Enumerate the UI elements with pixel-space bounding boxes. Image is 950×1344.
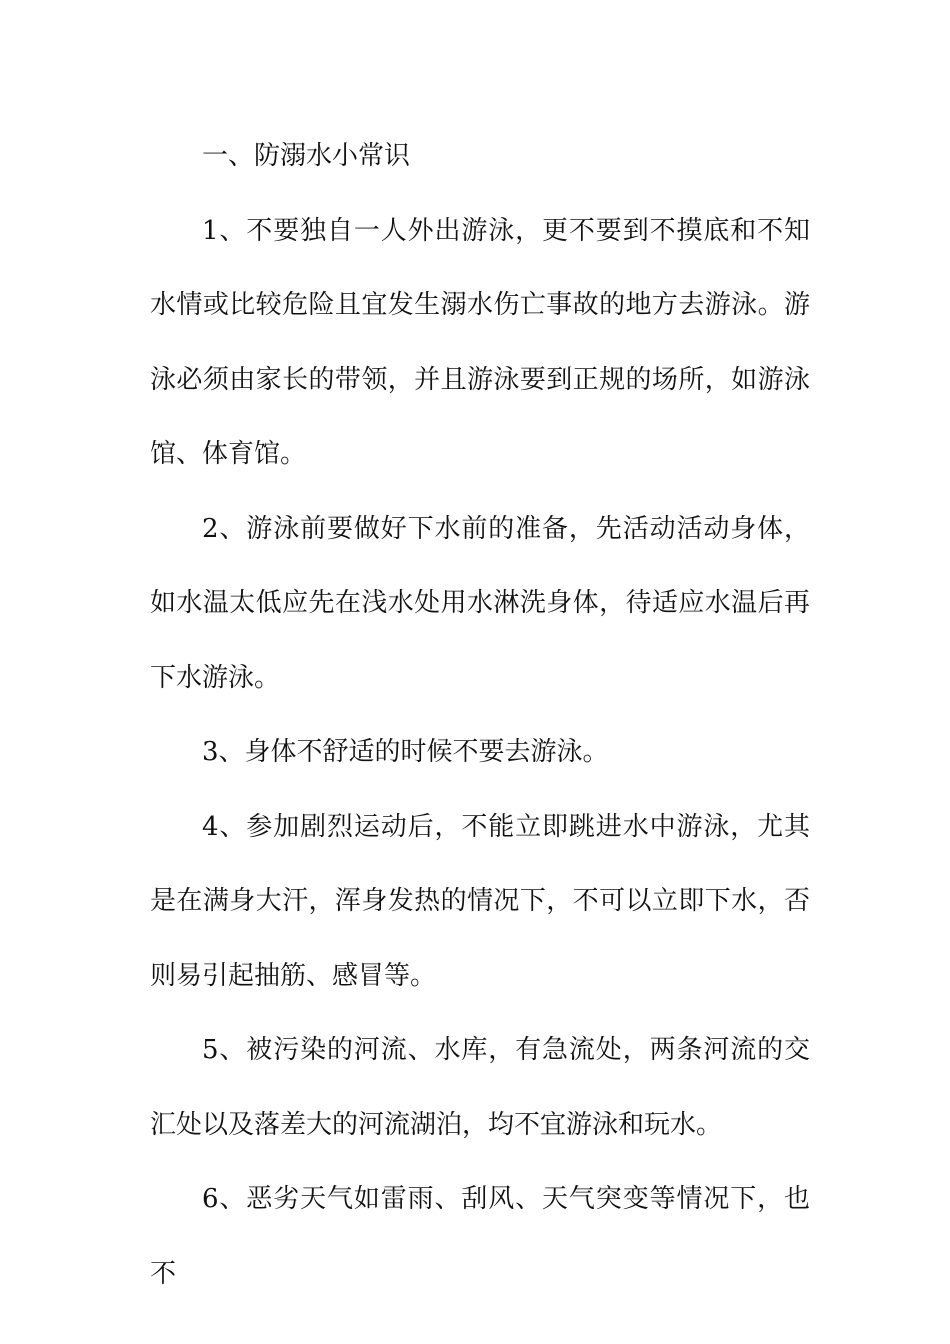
section-heading: 一、防溺水小常识 bbox=[202, 141, 411, 171]
paragraph-3: 3、身体不舒适的时候不要去游泳。 bbox=[202, 737, 609, 767]
paragraph-5: 5、被污染的河流、水库，有急流处，两条河流的交汇处以及落差大的河流湖泊，均不宜游泳和玩水。 bbox=[150, 1035, 810, 1140]
paragraph-1: 1、不要独自一人外出游泳，更不要到不摸底和不知水情或比较危险且宜发生溺水伤亡事故的地方去游泳。游泳必须由家长的带领，并且游泳要到正规的场所，如游泳馆、体育馆。 bbox=[150, 215, 810, 469]
paragraph-2: 2、游泳前要做好下水前的准备，先活动活动身体，如水温太低应先在浅水处用水淋洗身体，待适应水温后再下水游泳。 bbox=[150, 513, 810, 693]
paragraph-4: 4、参加剧烈运动后，不能立即跳进水中游泳，尤其是在满身大汗，浑身发热的情况下，不可以立即下水，否则易引起抽筋、感冒等。 bbox=[150, 811, 810, 991]
paragraph-6: 6、恶劣天气如雷雨、刮风、天气突变等情况下，也不 bbox=[150, 1184, 810, 1289]
document-body bbox=[150, 119, 810, 1311]
